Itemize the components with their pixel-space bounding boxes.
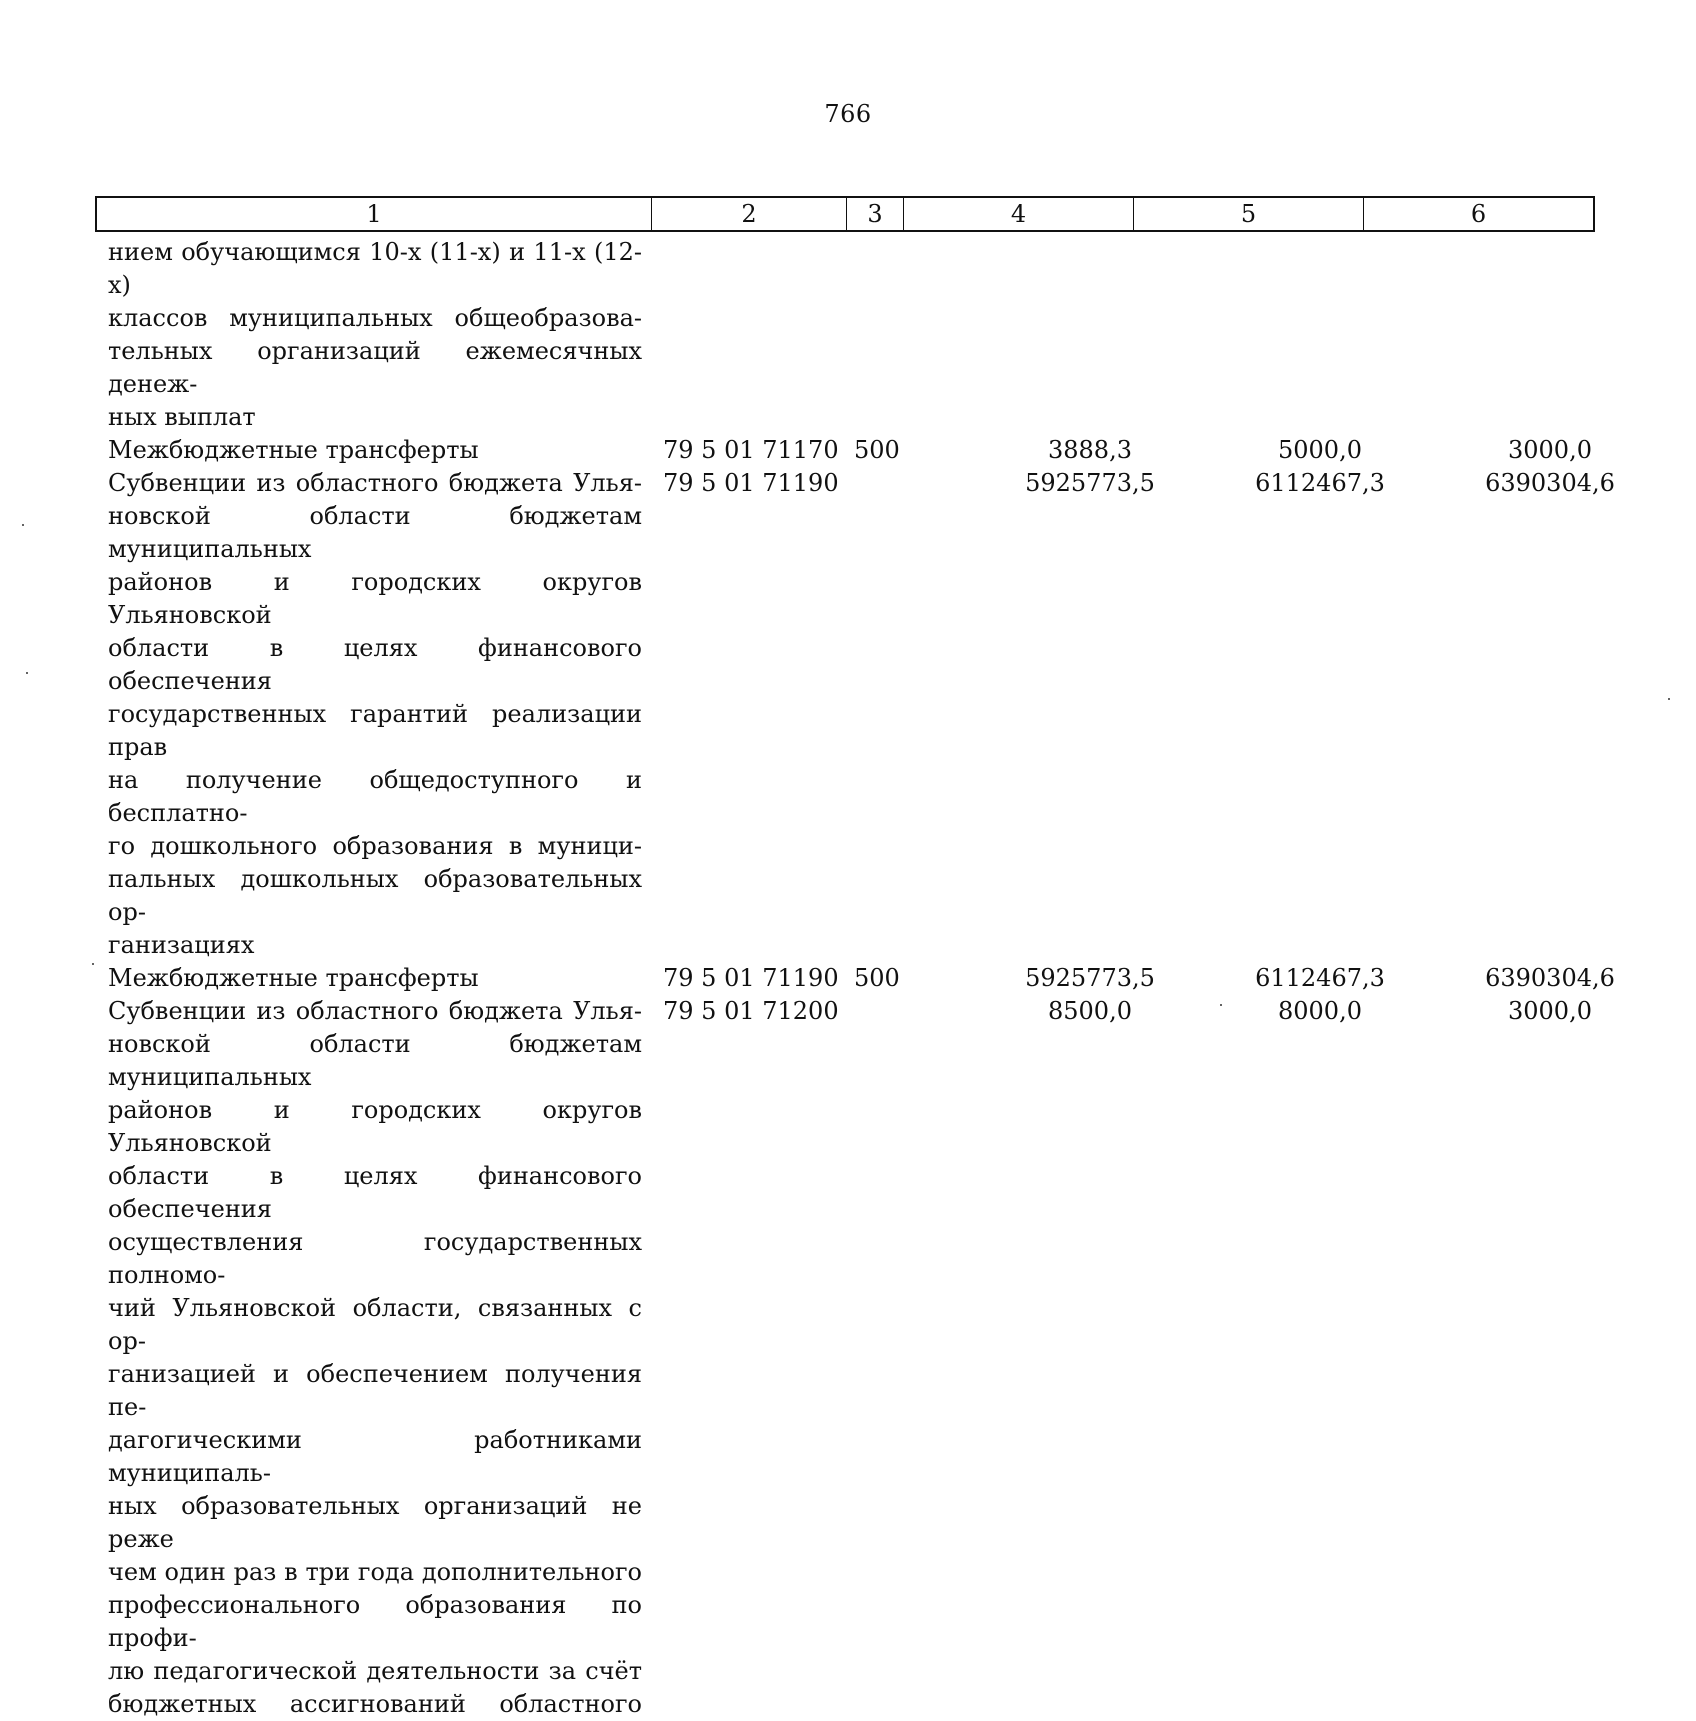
description-line: районов и городских округов Ульяновской bbox=[108, 568, 642, 629]
row-value-col4: 3888,3 bbox=[1048, 436, 1132, 464]
row-value-col6: 6390304,6 bbox=[1485, 469, 1615, 497]
page-number: 766 bbox=[824, 100, 872, 128]
description-line: Межбюджетные трансферты bbox=[108, 436, 479, 464]
header-col-5: 5 bbox=[1134, 198, 1364, 230]
table-row bbox=[108, 962, 1615, 995]
scan-speck bbox=[92, 963, 94, 965]
description-line: ных выплат bbox=[108, 403, 256, 431]
table-row bbox=[108, 236, 1598, 434]
description-line: бюджетных ассигнований областного bbox=[108, 1690, 642, 1718]
table-row bbox=[108, 467, 1615, 962]
row-value-col5: 6112467,3 bbox=[1255, 469, 1385, 497]
row-code: 79 5 01 71170 bbox=[663, 436, 839, 464]
row-value-col4: 8500,0 bbox=[1048, 997, 1132, 1025]
description-line: профессионального образования по профи- bbox=[108, 1591, 642, 1652]
scan-speck bbox=[26, 672, 28, 674]
header-col-4: 4 bbox=[904, 198, 1134, 230]
row-expense-type: 500 bbox=[854, 964, 900, 992]
description-line: ганизациях bbox=[108, 931, 255, 959]
description-line: ных образовательных организаций не реже bbox=[108, 1492, 642, 1553]
row-value-col5: 5000,0 bbox=[1278, 436, 1362, 464]
row-description bbox=[108, 962, 642, 995]
header-col-6: 6 bbox=[1470, 200, 1487, 228]
row-value-col5: 6112467,3 bbox=[1255, 964, 1385, 992]
table-row bbox=[108, 995, 1598, 1721]
row-description bbox=[108, 434, 642, 467]
table-row bbox=[108, 434, 1598, 467]
description-line: новской области бюджетам муниципальных bbox=[108, 1030, 642, 1091]
row-value-col5: 8000,0 bbox=[1278, 997, 1362, 1025]
description-line: пальных дошкольных образовательных ор- bbox=[108, 865, 642, 926]
row-expense-type: 500 bbox=[854, 436, 900, 464]
table-body bbox=[108, 236, 1615, 1721]
description-line: осуществления государственных полномо- bbox=[108, 1228, 642, 1289]
description-line: чем один раз в три года дополнительного bbox=[108, 1558, 642, 1586]
row-value-col6: 6390304,6 bbox=[1485, 964, 1615, 992]
description-line: Межбюджетные трансферты bbox=[108, 964, 479, 992]
description-line: классов муниципальных общеобразова- bbox=[108, 304, 642, 332]
row-value-col6: 3000,0 bbox=[1508, 997, 1592, 1025]
scan-speck bbox=[1220, 1004, 1222, 1006]
row-description bbox=[108, 236, 642, 434]
description-line: на получение общедоступного и бесплатно- bbox=[108, 766, 642, 827]
description-line: Субвенции из областного бюджета Улья- bbox=[108, 469, 642, 497]
description-line: ганизацией и обеспечением получения пе- bbox=[108, 1360, 642, 1421]
description-line: области в целях финансового обеспечения bbox=[108, 1162, 642, 1223]
row-description bbox=[108, 467, 642, 962]
description-line: го дошкольного образования в муници- bbox=[108, 832, 642, 860]
description-line: области в целях финансового обеспечения bbox=[108, 634, 642, 695]
row-description bbox=[108, 995, 642, 1721]
description-line: районов и городских округов Ульяновской bbox=[108, 1096, 642, 1157]
scan-speck bbox=[22, 524, 24, 526]
description-line: чий Ульяновской области, связанных с ор- bbox=[108, 1294, 642, 1355]
header-col-2: 2 bbox=[652, 198, 847, 230]
row-code: 79 5 01 71190 bbox=[663, 964, 839, 992]
description-line: новской области бюджетам муниципальных bbox=[108, 502, 642, 563]
description-line: тельных организаций ежемесячных денеж- bbox=[108, 337, 642, 398]
description-line: нием обучающимся 10-х (11-х) и 11-х (12-х) bbox=[108, 238, 642, 299]
scan-speck bbox=[1668, 698, 1670, 700]
row-code: 79 5 01 71200 bbox=[663, 997, 839, 1025]
row-value-col4: 5925773,5 bbox=[1025, 469, 1155, 497]
description-line: Субвенции из областного бюджета Улья- bbox=[108, 997, 642, 1025]
row-value-col4: 5925773,5 bbox=[1025, 964, 1155, 992]
description-line: дагогическими работниками муниципаль- bbox=[108, 1426, 642, 1487]
table-header bbox=[95, 196, 1595, 232]
description-line: государственных гарантий реализации прав bbox=[108, 700, 642, 761]
header-col-3: 3 bbox=[847, 198, 904, 230]
row-value-col6: 3000,0 bbox=[1508, 436, 1592, 464]
header-col-1: 1 bbox=[97, 198, 652, 230]
description-line: лю педагогической деятельности за счёт bbox=[108, 1657, 642, 1685]
row-code: 79 5 01 71190 bbox=[663, 469, 839, 497]
